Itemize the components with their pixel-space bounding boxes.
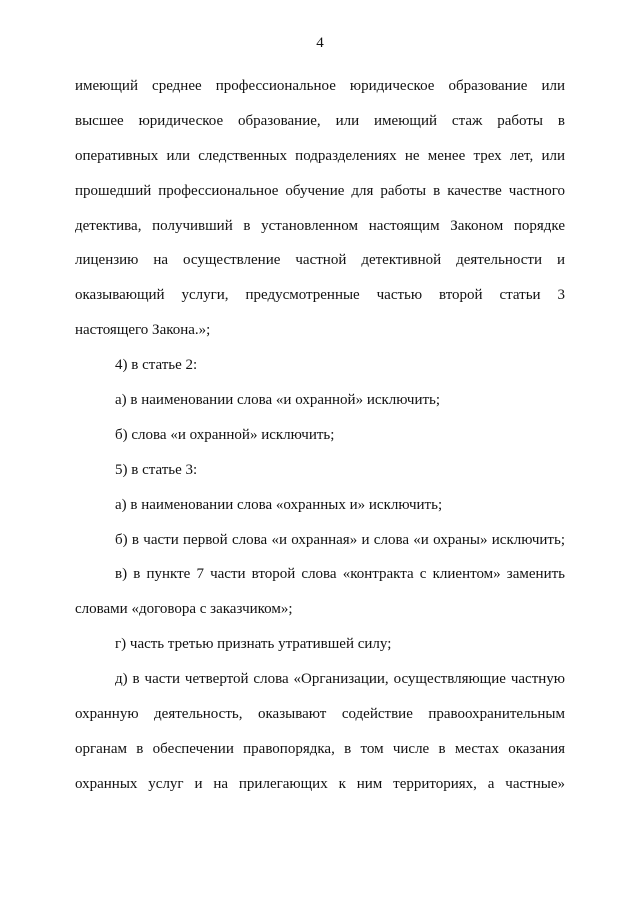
text-line: а) в наименовании слова «и охранной» исключить; — [115, 392, 441, 409]
text-line: имеющий среднее профессиональное юридическое образование или — [75, 78, 565, 94]
text-line: охранную деятельность, оказывают содействие правоохранительным — [75, 706, 565, 723]
text-line: б) слова «и охранной» исключить; — [115, 426, 335, 443]
text-line: 4) в статье 2: — [115, 357, 198, 374]
text-line: оперативных или следственных подразделениях не менее трех лет, или — [75, 147, 565, 164]
text-line: охранных услуг и на прилегающих к ним территориях, а частные» — [75, 775, 565, 792]
text-line: 5) в статье 3: — [115, 461, 198, 478]
text-line: органам в обеспечении правопорядка, в том числе в местах оказания — [75, 740, 565, 757]
text-line: высшее юридическое образование, или имеющий стаж работы в — [75, 112, 565, 129]
text-line: а) в наименовании слова «охранных и» исключить; — [115, 496, 443, 513]
text-line: оказывающий услуги, предусмотренные частью второй статьи 3 — [75, 287, 565, 304]
text-line: лицензию на осуществление частной детективной деятельности и — [75, 252, 565, 269]
text-line: б) в части первой слова «и охранная» и слова «и охраны» исключить; — [115, 531, 565, 548]
text-line: г) часть третью признать утратившей силу; — [115, 636, 392, 653]
text-line: в) в пункте 7 части второй слова «контракта с клиентом» заменить — [115, 566, 565, 583]
page-number: 4 — [316, 35, 324, 51]
text-line: д) в части четвертой слова «Организации, осуществляющие частную — [115, 671, 565, 688]
document-body — [75, 74, 565, 807]
text-line: словами «договора с заказчиком»; — [75, 601, 293, 618]
text-line: детектива, получивший в установленном настоящим Законом порядке — [75, 217, 565, 234]
text-line: настоящего Закона.»; — [75, 322, 211, 339]
text-line: прошедший профессиональное обучение для работы в качестве частного — [75, 182, 565, 199]
